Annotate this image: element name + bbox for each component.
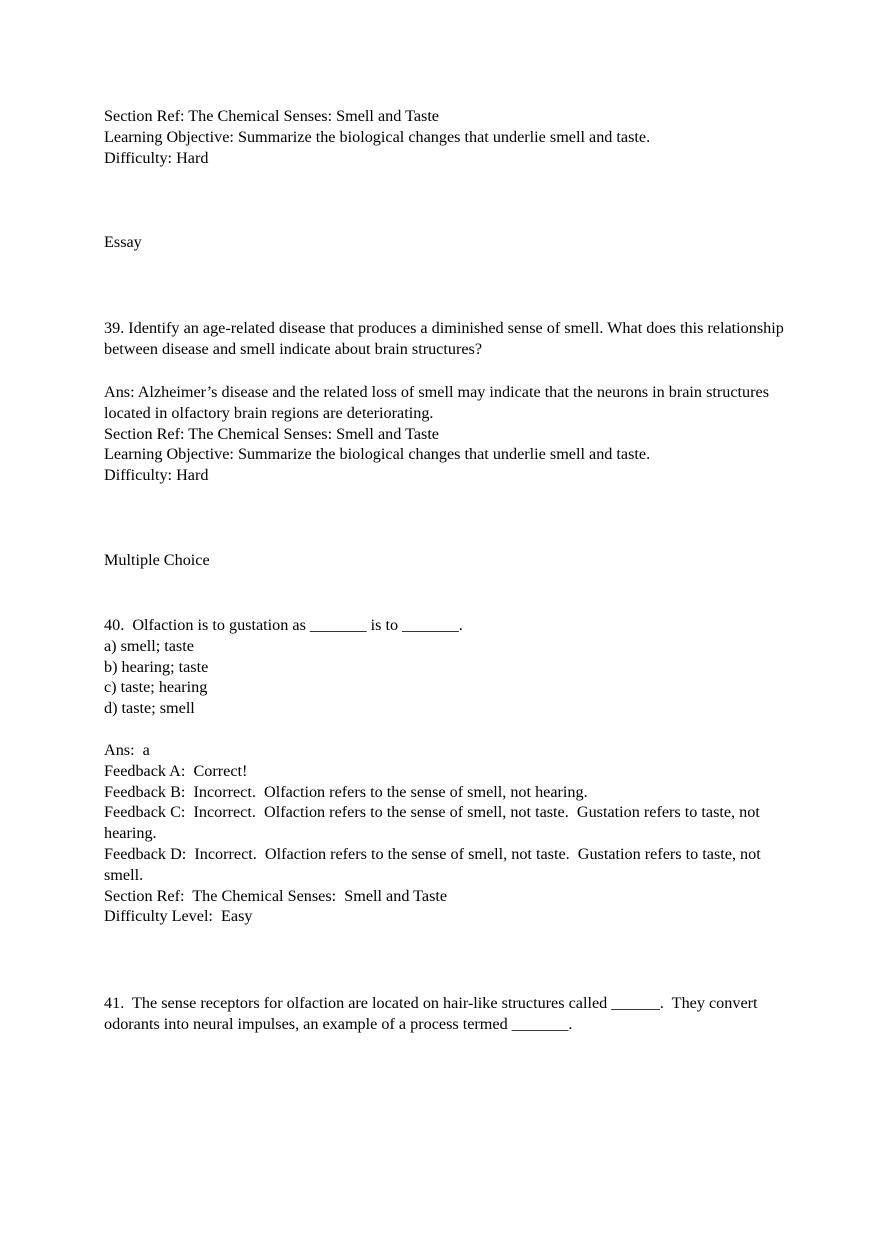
option-c: c) taste; hearing — [104, 678, 208, 697]
question-39-text: 39. Identify an age-related disease that produces a diminished sense of smell. What does this relationship between disease and smell indicate about brain structures? — [104, 319, 788, 358]
question-40-answer-block — [104, 740, 794, 927]
question-41-block — [104, 993, 794, 1035]
essay-heading-block — [104, 232, 794, 253]
question-40-answer: Ans: a — [104, 741, 150, 759]
feedback-a: Feedback A: Correct! — [104, 761, 248, 780]
multiple-choice-heading-block — [104, 550, 794, 571]
section-ref: Section Ref: The Chemical Senses: Smell and Taste — [104, 886, 448, 905]
difficulty: Difficulty: Hard — [104, 466, 209, 485]
feedback-c: Feedback C: Incorrect. Olfaction refers to the sense of smell, not taste. Gustation refers to taste, not hearing. — [104, 803, 764, 843]
section-ref: Section Ref: The Chemical Senses: Smell and Taste — [104, 424, 439, 443]
question-40-block — [104, 615, 794, 719]
section-ref: Section Ref: The Chemical Senses: Smell and Taste — [104, 107, 439, 125]
option-b: b) hearing; taste — [104, 657, 209, 676]
question-40-text: 40. Olfaction is to gustation as _______ is to _______. — [104, 616, 463, 634]
section-heading-multiple-choice: Multiple Choice — [104, 551, 210, 569]
difficulty: Difficulty: Hard — [104, 148, 209, 167]
learning-objective: Learning Objective: Summarize the biological changes that underlie smell and taste. — [104, 445, 651, 464]
option-d: d) taste; smell — [104, 699, 195, 718]
q38-metadata — [104, 106, 794, 168]
question-39-block — [104, 318, 794, 360]
question-41-text: 41. The sense receptors for olfaction are located on hair-like structures called ______. They convert odorants into neural impulses, an example of a process termed _______. — [104, 994, 762, 1033]
option-a: a) smell; taste — [104, 636, 194, 655]
question-39-answer: Ans: Alzheimer’s disease and the related loss of smell may indicate that the neurons in brain structures located in olfactory brain regions are deteriorating. — [104, 383, 774, 422]
feedback-d: Feedback D: Incorrect. Olfaction refers to the sense of smell, not taste. Gustation refers to taste, not smell. — [104, 844, 765, 884]
feedback-b: Feedback B: Incorrect. Olfaction refers to the sense of smell, not hearing. — [104, 782, 588, 801]
difficulty-level: Difficulty Level: Easy — [104, 907, 253, 926]
section-heading-essay: Essay — [104, 233, 142, 251]
question-39-answer-block — [104, 382, 794, 486]
learning-objective: Learning Objective: Summarize the biological changes that underlie smell and taste. — [104, 127, 651, 146]
